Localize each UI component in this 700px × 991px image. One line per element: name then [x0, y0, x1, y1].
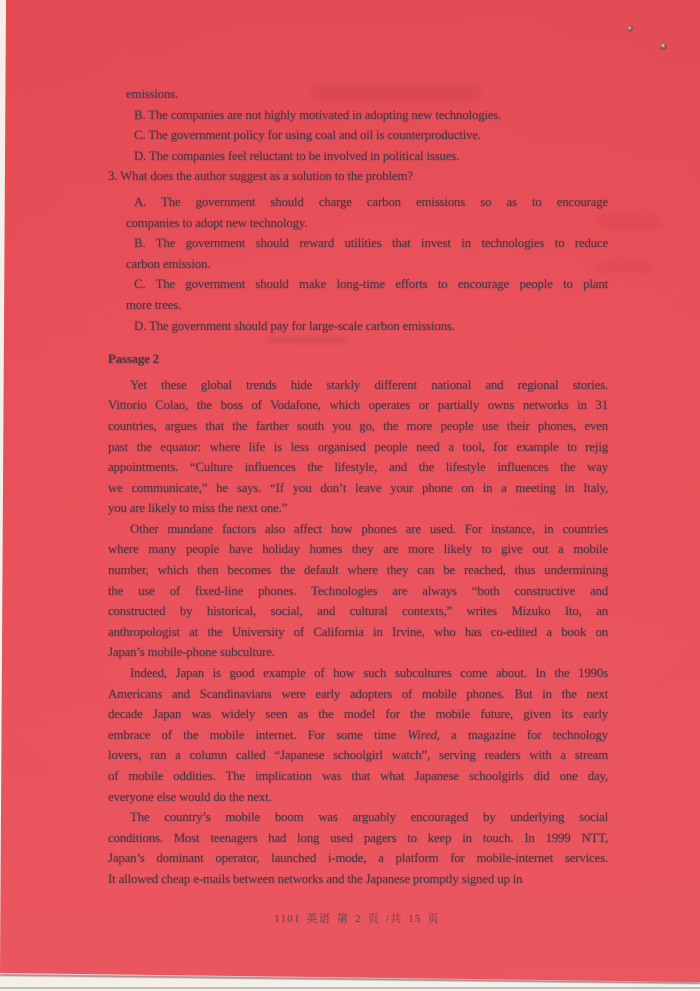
page-footer: 1101 英语 第 2 页 /共 15 页 — [274, 913, 440, 925]
answer-option-d: D. The companies feel reluctant to be involved in political issues. — [134, 148, 460, 163]
text-line: carbon emission. — [126, 256, 211, 271]
passage-paragraph-1 — [108, 375, 608, 519]
text-line: B. The government should reward utilities that invest in technologies to reduce — [134, 236, 608, 251]
text-line: number, which then becomes the default where they can be reached, thus undermining — [108, 563, 608, 578]
passage-2-heading: Passage 2 — [108, 352, 159, 367]
text-line: you are likely to miss the next one.” — [108, 501, 288, 516]
text-line: of mobile oddities. The implication was that what Japanese schoolgirls did one day, — [108, 769, 608, 783]
question-3-option-d — [126, 316, 608, 337]
text-line: Vittorio Colao, the boss of Vodafone, which operates or partially owns networks in 31 — [108, 398, 608, 413]
text-line: The country’s mobile boom was arguably encouraged by underlying social — [130, 810, 608, 825]
passage-paragraph-2 — [108, 519, 608, 663]
text-line: embrace of the mobile internet. For some time Wired, a magazine for technology — [108, 727, 608, 742]
question-3: 3. What does the author suggest as a solution to the problem? — [108, 169, 413, 184]
text-line: C. The government should make long-time efforts to encourage people to plant — [134, 277, 608, 292]
text-line: A. The government should charge carbon emissions so as to encourage — [134, 194, 608, 209]
text-line: Yet these global trends hide starkly different national and regional stories. — [130, 377, 608, 392]
text-line: where many people have holiday homes they are more likely to give out a mobile — [108, 542, 608, 557]
text-line: the use of fixed-line phones. Technologies are always “both constructive and — [108, 583, 608, 598]
text-line: constructed by historical, social, and cultural contexts,” writes Mizuko Ito, an — [108, 604, 608, 619]
text-line: anthropologist at the University of California in Irvine, who has co-edited a book on — [108, 624, 608, 639]
question-3-option-c — [126, 274, 608, 315]
text-line: Japan’s mobile-phone subculture. — [108, 645, 275, 660]
text-line: Americans and Scandinavians were early adopters of mobile phones. But in the next — [108, 686, 608, 701]
answer-option-b: B. The companies are not highly motivated in adopting new technologies. — [134, 107, 502, 122]
answer-option-c: C. The government policy for using coal and oil is counterproductive. — [134, 128, 481, 143]
text-line: Japan’s dominant operator, launched i-mode, a platform for mobile-internet services. — [108, 851, 608, 866]
passage-paragraph-4 — [108, 807, 608, 889]
text-line: countries, argues that the farther south you go, the more people use their phones, even — [108, 418, 608, 433]
staple-hole-speck — [627, 26, 633, 32]
question-3-option-a — [126, 192, 608, 233]
text-line: more trees. — [126, 297, 182, 312]
text-line: everyone else would do the next. — [108, 789, 272, 804]
text-line: Indeed, Japan is good example of how such subcultures come about. In the 1990s — [130, 666, 608, 681]
text-line: D. The government should pay for large-scale carbon emissions. — [134, 318, 455, 333]
scan-edge-line — [0, 987, 700, 989]
text-line: Other mundane factors also affect how phones are used. For instance, in countries — [130, 521, 608, 536]
page-text-content — [108, 84, 608, 890]
text-line: It allowed cheap e-mails between networks and the Japanese promptly signed up in — [108, 871, 523, 886]
text-line: conditions. Most teenagers had long used pagers to keep in touch. In 1999 NTT, — [108, 830, 608, 845]
text-line: lovers, ran a column called “Japanese schoolgirl watch”, serving readers with a stream — [108, 748, 608, 763]
text-line: past the equator: where life is less organised people need a tool, for example to rejig — [108, 439, 608, 454]
text-line: appointments. “Culture influences the lifestyle, and the lifestyle influences the way — [108, 460, 608, 475]
staple-hole-speck — [660, 43, 667, 50]
text-line: decade Japan was widely seen as the model for the mobile future, given its early — [108, 707, 608, 722]
text-line: companies to adopt new technology. — [126, 215, 308, 230]
question-3-option-b — [126, 233, 608, 274]
passage-paragraph-3 — [108, 663, 608, 807]
text-line-continuation: emissions. — [126, 87, 179, 101]
text-line: we communicate,” he says. “If you don’t leave your phone on in a meeting in Italy, — [108, 480, 608, 495]
